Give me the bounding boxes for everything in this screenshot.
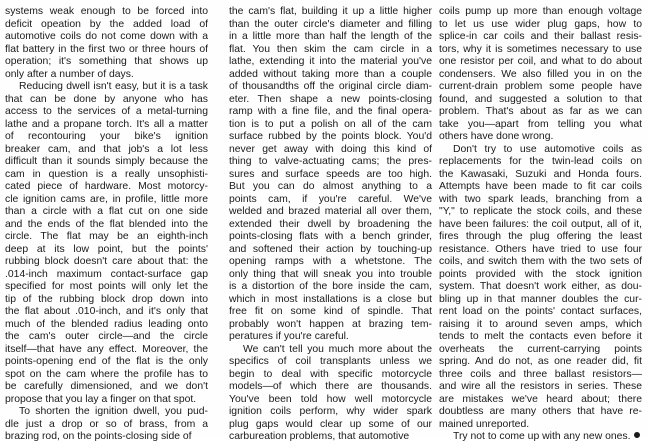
text-line (5, 94, 208, 107)
text-line (5, 131, 208, 144)
text-line-content: operation; it's something that shows up (5, 56, 208, 67)
text-line-content: But you can do almost anything to a (229, 181, 432, 192)
text-line-content: dle just a drop or so of brass, from a (5, 418, 208, 430)
text-line (439, 6, 642, 19)
text-line (229, 356, 432, 369)
text-line (229, 94, 432, 107)
text-line-content: free fit on some kind of spindle. That (229, 306, 432, 317)
text-line-content: thing to valve-actuating cams; the pres- (229, 156, 432, 167)
text-line-content: be carefully dimensioned, and we don't (5, 381, 208, 392)
text-line-content: system. That doesn't work either, as dou- (439, 281, 642, 292)
text-line-content: others have done wrong. (439, 131, 554, 142)
text-line (229, 431, 432, 444)
text-line-content: points cam, if you're careful. We've (229, 193, 432, 205)
text-line-content: only after a number of days. (5, 68, 134, 80)
text-line-content: have been failures: the coil output, all of it, (439, 218, 642, 230)
text-line-content: fires through the plug offering the least (439, 231, 642, 242)
text-line-content: cle ignition cams are, in profile, little more (5, 193, 208, 205)
text-line (5, 244, 208, 257)
text-line-content: take you—apart from telling you what (439, 118, 642, 130)
text-line-content: condensers. We also filled you in on the (439, 68, 642, 80)
text-line-content: plug gaps would clear up some of our (229, 418, 432, 430)
text-line (229, 69, 432, 82)
text-line-content: ignition coils perform, why wider spark (229, 406, 432, 417)
text-line-content: surface rubbed by the points block. You'd (229, 131, 432, 142)
text-line (229, 44, 432, 57)
text-line-content: rent load on the points' contact surfaces, (439, 306, 642, 317)
text-line (229, 194, 432, 207)
text-line (229, 131, 432, 144)
text-line (229, 344, 432, 357)
text-line (229, 369, 432, 382)
text-line-content: You've been told how well motorcycle (229, 393, 432, 405)
text-line-content: of recontouring your bike's ignition (5, 131, 208, 142)
text-line (439, 131, 642, 144)
text-line-content: bling up in that manner doubles the cur- (439, 293, 642, 305)
text-line (439, 219, 642, 232)
text-line-content: .014-inch maximum contact-surface gap (5, 268, 208, 280)
text-line (229, 269, 432, 282)
text-line (5, 81, 208, 94)
text-line (229, 419, 432, 432)
text-line-content: deep at its low point, but the points' (5, 243, 208, 255)
text-line-content: of thousandths off the original circle diam- (229, 81, 432, 92)
text-line (229, 181, 432, 194)
text-line (439, 69, 642, 82)
text-line (439, 394, 642, 407)
text-line-content: the cam's outer circle—and the circle (5, 331, 208, 342)
text-line-content: one resistor per coil, and what to do about (439, 56, 642, 67)
text-line (229, 256, 432, 269)
text-line-content: cam in question is a really unsophisti- (5, 168, 208, 180)
text-line (5, 306, 208, 319)
text-line-content: splice-in car coils and their ballast resis- (439, 31, 642, 42)
text-line-content: sures and surface speeds are too high. (229, 168, 432, 180)
text-line-content: To shorten the ignition dwell, you pud- (19, 406, 208, 417)
text-line (5, 319, 208, 332)
text-line-content: Try not to come up with any new ones. (453, 431, 631, 442)
text-line (229, 169, 432, 182)
text-line (439, 419, 642, 432)
text-line-content: tors, why it is sometimes necessary to use (439, 43, 642, 55)
text-line (5, 219, 208, 232)
text-line-content: models—of which there are thousands. (229, 381, 432, 392)
text-line (229, 381, 432, 394)
text-line (5, 106, 208, 119)
text-line-content: flat battery in the first two or three hours of (5, 43, 208, 55)
text-line (229, 19, 432, 32)
text-line-content: lathe, extending it into the material you've (229, 56, 432, 67)
text-line (5, 181, 208, 194)
text-line-content: raising it to around seven amps, which (439, 318, 642, 330)
text-line-content: tip of the rubbing block drop down into (5, 293, 208, 305)
text-line (439, 406, 642, 419)
text-line-content: the Kawasaki, Suzuki and Honda fours. (439, 168, 642, 180)
text-line (439, 56, 642, 69)
text-line (5, 281, 208, 294)
text-line (439, 144, 642, 157)
text-line (5, 69, 208, 82)
text-line-content: which in most installations is a close but (229, 293, 432, 305)
text-line-content: and the ends of the flat blended into the (5, 218, 208, 230)
text-line-content: itself—that have any effect. Moreover, the (5, 343, 208, 355)
text-column-right (439, 6, 642, 444)
text-line (229, 219, 432, 232)
text-line-content: We can't tell you much more about the (243, 343, 432, 355)
text-line (439, 431, 642, 444)
text-line (229, 56, 432, 69)
text-line-content: points provided with the stock ignition (439, 268, 642, 280)
text-line-content: deficit opeation by the added load of (5, 18, 208, 30)
text-line-content: found, and suggested a solution to that (439, 93, 642, 105)
text-line-content: never get away with doing this kind of (229, 143, 432, 155)
text-line-content: rubbing block doesn't care about that: the (5, 256, 208, 267)
text-line (5, 419, 208, 432)
text-line (439, 169, 642, 182)
text-line (5, 269, 208, 282)
text-line-content: doubtless are many others that have re- (439, 406, 642, 417)
end-of-article-bullet-icon (634, 432, 640, 438)
text-line (439, 269, 642, 282)
text-line (439, 181, 642, 194)
text-line (439, 306, 642, 319)
text-line-content: opening ramps with a whetstone. The (229, 256, 432, 267)
text-line-content: than a circle with a flat cut on one side (5, 206, 208, 217)
text-line-content: current-drain problem some people have (439, 81, 642, 92)
text-line-content: coils pump up more than enough voltage (439, 6, 642, 17)
text-line (229, 119, 432, 132)
text-line (229, 331, 432, 344)
text-line-content: overheats the current-carrying points (439, 343, 642, 355)
text-line (439, 44, 642, 57)
text-line-content: difficult than it sounds simply because the (5, 156, 208, 167)
text-line-content: propose that you lay a finger on that spot. (5, 393, 197, 405)
text-line-content: problem. That's about as far as we can (439, 106, 642, 117)
text-line (229, 144, 432, 157)
text-line (439, 244, 642, 257)
text-line (5, 356, 208, 369)
text-line (439, 206, 642, 219)
text-line (5, 119, 208, 132)
text-line-content: spring. And do not, as one reader did, fit (439, 356, 642, 367)
text-line (229, 106, 432, 119)
text-line (439, 381, 642, 394)
text-line (5, 381, 208, 394)
text-line (439, 81, 642, 94)
text-line-content: probably won't happen at brazing tem- (229, 318, 432, 330)
text-line (439, 194, 642, 207)
text-line (5, 156, 208, 169)
text-column-middle (229, 6, 432, 444)
text-line (439, 344, 642, 357)
text-line (5, 294, 208, 307)
text-line-content: brazing rod, on the points-closing side of (5, 431, 192, 442)
text-line-content: peratures if you're careful. (229, 331, 349, 342)
text-line (439, 281, 642, 294)
text-line-content: and wire all the resistors in series. These (439, 381, 642, 392)
text-line (439, 369, 642, 382)
text-line (439, 294, 642, 307)
text-line (5, 231, 208, 244)
text-line (229, 281, 432, 294)
text-line (439, 31, 642, 44)
text-line (5, 56, 208, 69)
text-line (5, 331, 208, 344)
text-column-left (5, 6, 208, 444)
text-line-content: ramp with a fine file, and the final opera- (229, 106, 432, 117)
text-line (439, 231, 642, 244)
text-line (229, 244, 432, 257)
text-line (5, 431, 208, 444)
text-line-content: cated piece of hardware. Most motorcy- (5, 181, 208, 192)
text-line (439, 319, 642, 332)
text-line-content: mained unreported. (439, 418, 530, 430)
text-line-content: the cam's flat, building it up a little higher (229, 6, 432, 17)
text-line (5, 256, 208, 269)
text-line (5, 206, 208, 219)
text-line-content: systems weak enough to be forced into (5, 6, 208, 17)
text-line-content: breaker cam, and that job's a lot less (5, 143, 208, 155)
text-line-content: is a distortion of the bore inside the cam, (229, 281, 432, 292)
text-line-content: extended their dwell by broadening the (229, 218, 432, 230)
text-line-content: replacements for the twin-lead coils on (439, 156, 642, 167)
text-line (229, 31, 432, 44)
text-line-content: carbureation problems, that automotive (229, 431, 410, 442)
text-line-content: in a little more than half the length of the (229, 31, 432, 42)
text-line-content: access to the services of a metal-turning (5, 106, 208, 117)
text-line-content: that can be done by anyone who has (5, 93, 208, 105)
text-line (5, 44, 208, 57)
text-line (229, 394, 432, 407)
text-line-content: tion is to put a polish on all of the cam (229, 118, 432, 130)
text-line (5, 394, 208, 407)
text-line-content: much of the blended radius leading onto (5, 318, 208, 330)
text-line-content: Reducing dwell isn't easy, but it is a task (19, 81, 208, 92)
text-line-content: tends to melt the contacts even before it (439, 331, 642, 342)
text-line-content: lathe and a propane torch. It's all a matter (5, 118, 208, 130)
text-line-content: and softened their action by touching-up (229, 243, 432, 255)
text-line (5, 19, 208, 32)
text-line-content: are mistakes we've heard about; there (439, 393, 642, 405)
text-line (229, 156, 432, 169)
text-line-content: Attempts have been made to fit car coils (439, 181, 642, 192)
text-line-content: than the outer circle's diameter and filling (229, 18, 432, 30)
text-line-content: circle. The flat may be an eighth-inch (5, 231, 208, 242)
text-line (229, 294, 432, 307)
text-line-content: Don't try to use automotive coils as (453, 143, 642, 155)
text-line-content: the flat about .010-inch, and it's only that (5, 306, 208, 317)
text-line-content: only thing that will sneak you into trouble (229, 268, 432, 280)
text-line-content: specifics of coil transplants unless we (229, 356, 432, 367)
text-line (5, 169, 208, 182)
text-line-content: added without taking more than a couple (229, 68, 432, 80)
text-line (229, 206, 432, 219)
text-line (229, 306, 432, 319)
text-line (5, 194, 208, 207)
text-line-content: three coils and three ballast resistors— (439, 368, 642, 380)
text-line-content: coils, and switch them with the two sets of (439, 256, 642, 267)
text-line (5, 6, 208, 19)
text-line (439, 256, 642, 269)
text-line (5, 369, 208, 382)
text-line-content: "Y," to replicate the stock coils, and these (439, 206, 642, 217)
text-line (439, 331, 642, 344)
text-line (439, 106, 642, 119)
text-line-content: resistance. Others have tried to use four (439, 243, 642, 255)
text-line (229, 319, 432, 332)
text-line (5, 344, 208, 357)
text-line (229, 231, 432, 244)
text-line (439, 156, 642, 169)
text-line-content: flat. You then skim the cam circle in a (229, 43, 432, 55)
text-line-content: begin to deal with specific motorcycle (229, 368, 432, 380)
text-line (439, 356, 642, 369)
text-line-content: points-opening end of the flat is the only (5, 356, 208, 367)
text-line (439, 19, 642, 32)
text-line-content: automotive coils do not come down with a (5, 31, 208, 42)
text-line (229, 81, 432, 94)
text-line-content: with two spark leads, branching from a (439, 193, 642, 205)
text-line-content: spot on the cam where the profile has to (5, 368, 208, 380)
text-line-content: eter. Then shape a new points-closing (229, 93, 432, 105)
text-line (5, 144, 208, 157)
text-line (5, 406, 208, 419)
text-line (439, 119, 642, 132)
text-line-content: welded and brazed material all over them, (229, 206, 432, 217)
text-line (439, 94, 642, 107)
text-line (5, 31, 208, 44)
text-line-content: points-closing flats with a bench grinder, (229, 231, 432, 242)
text-line-content: to let us use wider plug gaps, how to (439, 18, 642, 30)
text-line (229, 6, 432, 19)
text-line-content: specified for most points will only let the (5, 281, 208, 292)
text-line (229, 406, 432, 419)
